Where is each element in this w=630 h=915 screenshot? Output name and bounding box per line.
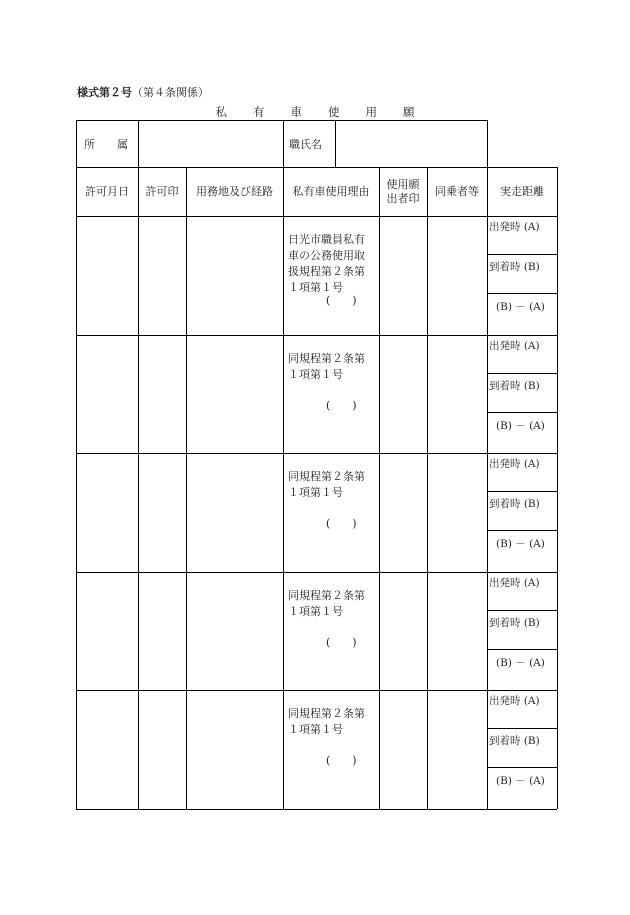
usage-reason: 同規程第２条第 １項第１号 [288,470,365,499]
arrival-distance[interactable]: 到着時 (B) [489,735,540,747]
distance-difference: (B) － (A) [496,419,545,432]
table-rule [283,167,284,809]
permit-date-cell[interactable] [76,453,138,572]
table-rule [487,167,488,809]
reason-parenthesis: ( ) [326,517,357,530]
table-rule [283,120,284,167]
arrival-distance[interactable]: 到着時 (B) [489,498,540,510]
form-title: 私有車使用願 [215,105,441,119]
distance-difference: (B) － (A) [496,656,545,669]
distance-rule [487,728,557,729]
departure-distance[interactable]: 出発時 (A) [489,458,540,470]
distance-rule [487,530,557,531]
usage-reason: 同規程第２条第 １項第１号 [288,707,365,736]
permit-date-cell[interactable] [76,572,138,691]
column-header-2: 用務地及び経路 [196,184,273,198]
distance-rule [487,293,557,294]
permit-date-cell[interactable] [76,216,138,335]
distance-rule [487,254,557,255]
arrival-distance[interactable]: 到着時 (B) [489,379,540,392]
reason-parenthesis: ( ) [326,635,357,649]
applicant-seal-cell[interactable] [379,335,427,454]
applicant-seal-cell[interactable] [379,216,427,335]
route-cell[interactable] [186,690,283,809]
distance-difference: (B) － (A) [496,301,545,313]
distance-rule [487,649,557,650]
permit-date-cell[interactable] [76,690,138,809]
usage-reason: 日光市職員私有 車の公務使用取 扱規程第２条第 １項第１号 [288,233,365,294]
distance-rule [487,610,557,611]
permit-seal-cell[interactable] [138,335,186,454]
arrival-distance[interactable]: 到着時 (B) [489,261,540,273]
route-cell[interactable] [186,335,283,454]
column-header-5: 同乗者等 [435,184,479,198]
column-header-0: 許可月日 [85,184,129,198]
permit-seal-cell[interactable] [138,572,186,691]
affiliation-label: 所 属 [84,138,128,151]
route-cell[interactable] [186,572,283,691]
reason-parenthesis: ( ) [326,398,357,412]
distance-difference: (B) － (A) [496,775,545,787]
applicant-seal-cell[interactable] [379,453,427,572]
passengers-cell[interactable] [427,453,487,572]
departure-distance[interactable]: 出発時 (A) [489,339,540,352]
passengers-cell[interactable] [427,335,487,454]
column-header-1: 許可印 [145,184,179,198]
departure-distance[interactable]: 出発時 (A) [489,221,540,233]
table-rule [76,120,77,167]
permit-seal-cell[interactable] [138,453,186,572]
passengers-cell[interactable] [427,216,487,335]
reason-parenthesis: ( ) [326,754,357,767]
permit-date-cell[interactable] [76,335,138,454]
column-header-4: 使用願 出者印 [386,177,420,205]
usage-reason: 同規程第２条第 １項第１号 [288,351,365,381]
table-rule [487,120,488,167]
name-label: 職氏名 [289,138,322,151]
route-cell[interactable] [186,216,283,335]
applicant-seal-cell[interactable] [379,690,427,809]
passengers-cell[interactable] [427,690,487,809]
departure-distance[interactable]: 出発時 (A) [489,695,540,707]
applicant-seal-cell[interactable] [379,572,427,691]
distance-rule [487,412,557,413]
distance-rule [487,767,557,768]
table-rule [557,167,558,809]
row-rule [76,809,557,810]
passengers-cell[interactable] [427,572,487,691]
distance-rule [487,373,557,374]
arrival-distance[interactable]: 到着時 (B) [489,616,540,629]
usage-reason: 同規程第２条第 １項第１号 [288,588,365,618]
departure-distance[interactable]: 出発時 (A) [489,576,540,589]
reason-parenthesis: ( ) [326,294,357,307]
permit-seal-cell[interactable] [138,216,186,335]
form-number: 様式第２号（第４条関係） [77,86,209,99]
column-header-3: 私有車使用理由 [292,184,370,198]
column-header-6: 実走距離 [500,184,544,198]
permit-seal-cell[interactable] [138,690,186,809]
distance-difference: (B) － (A) [496,538,545,550]
route-cell[interactable] [186,453,283,572]
table-rule [335,120,336,167]
distance-rule [487,491,557,492]
table-rule [138,120,139,167]
